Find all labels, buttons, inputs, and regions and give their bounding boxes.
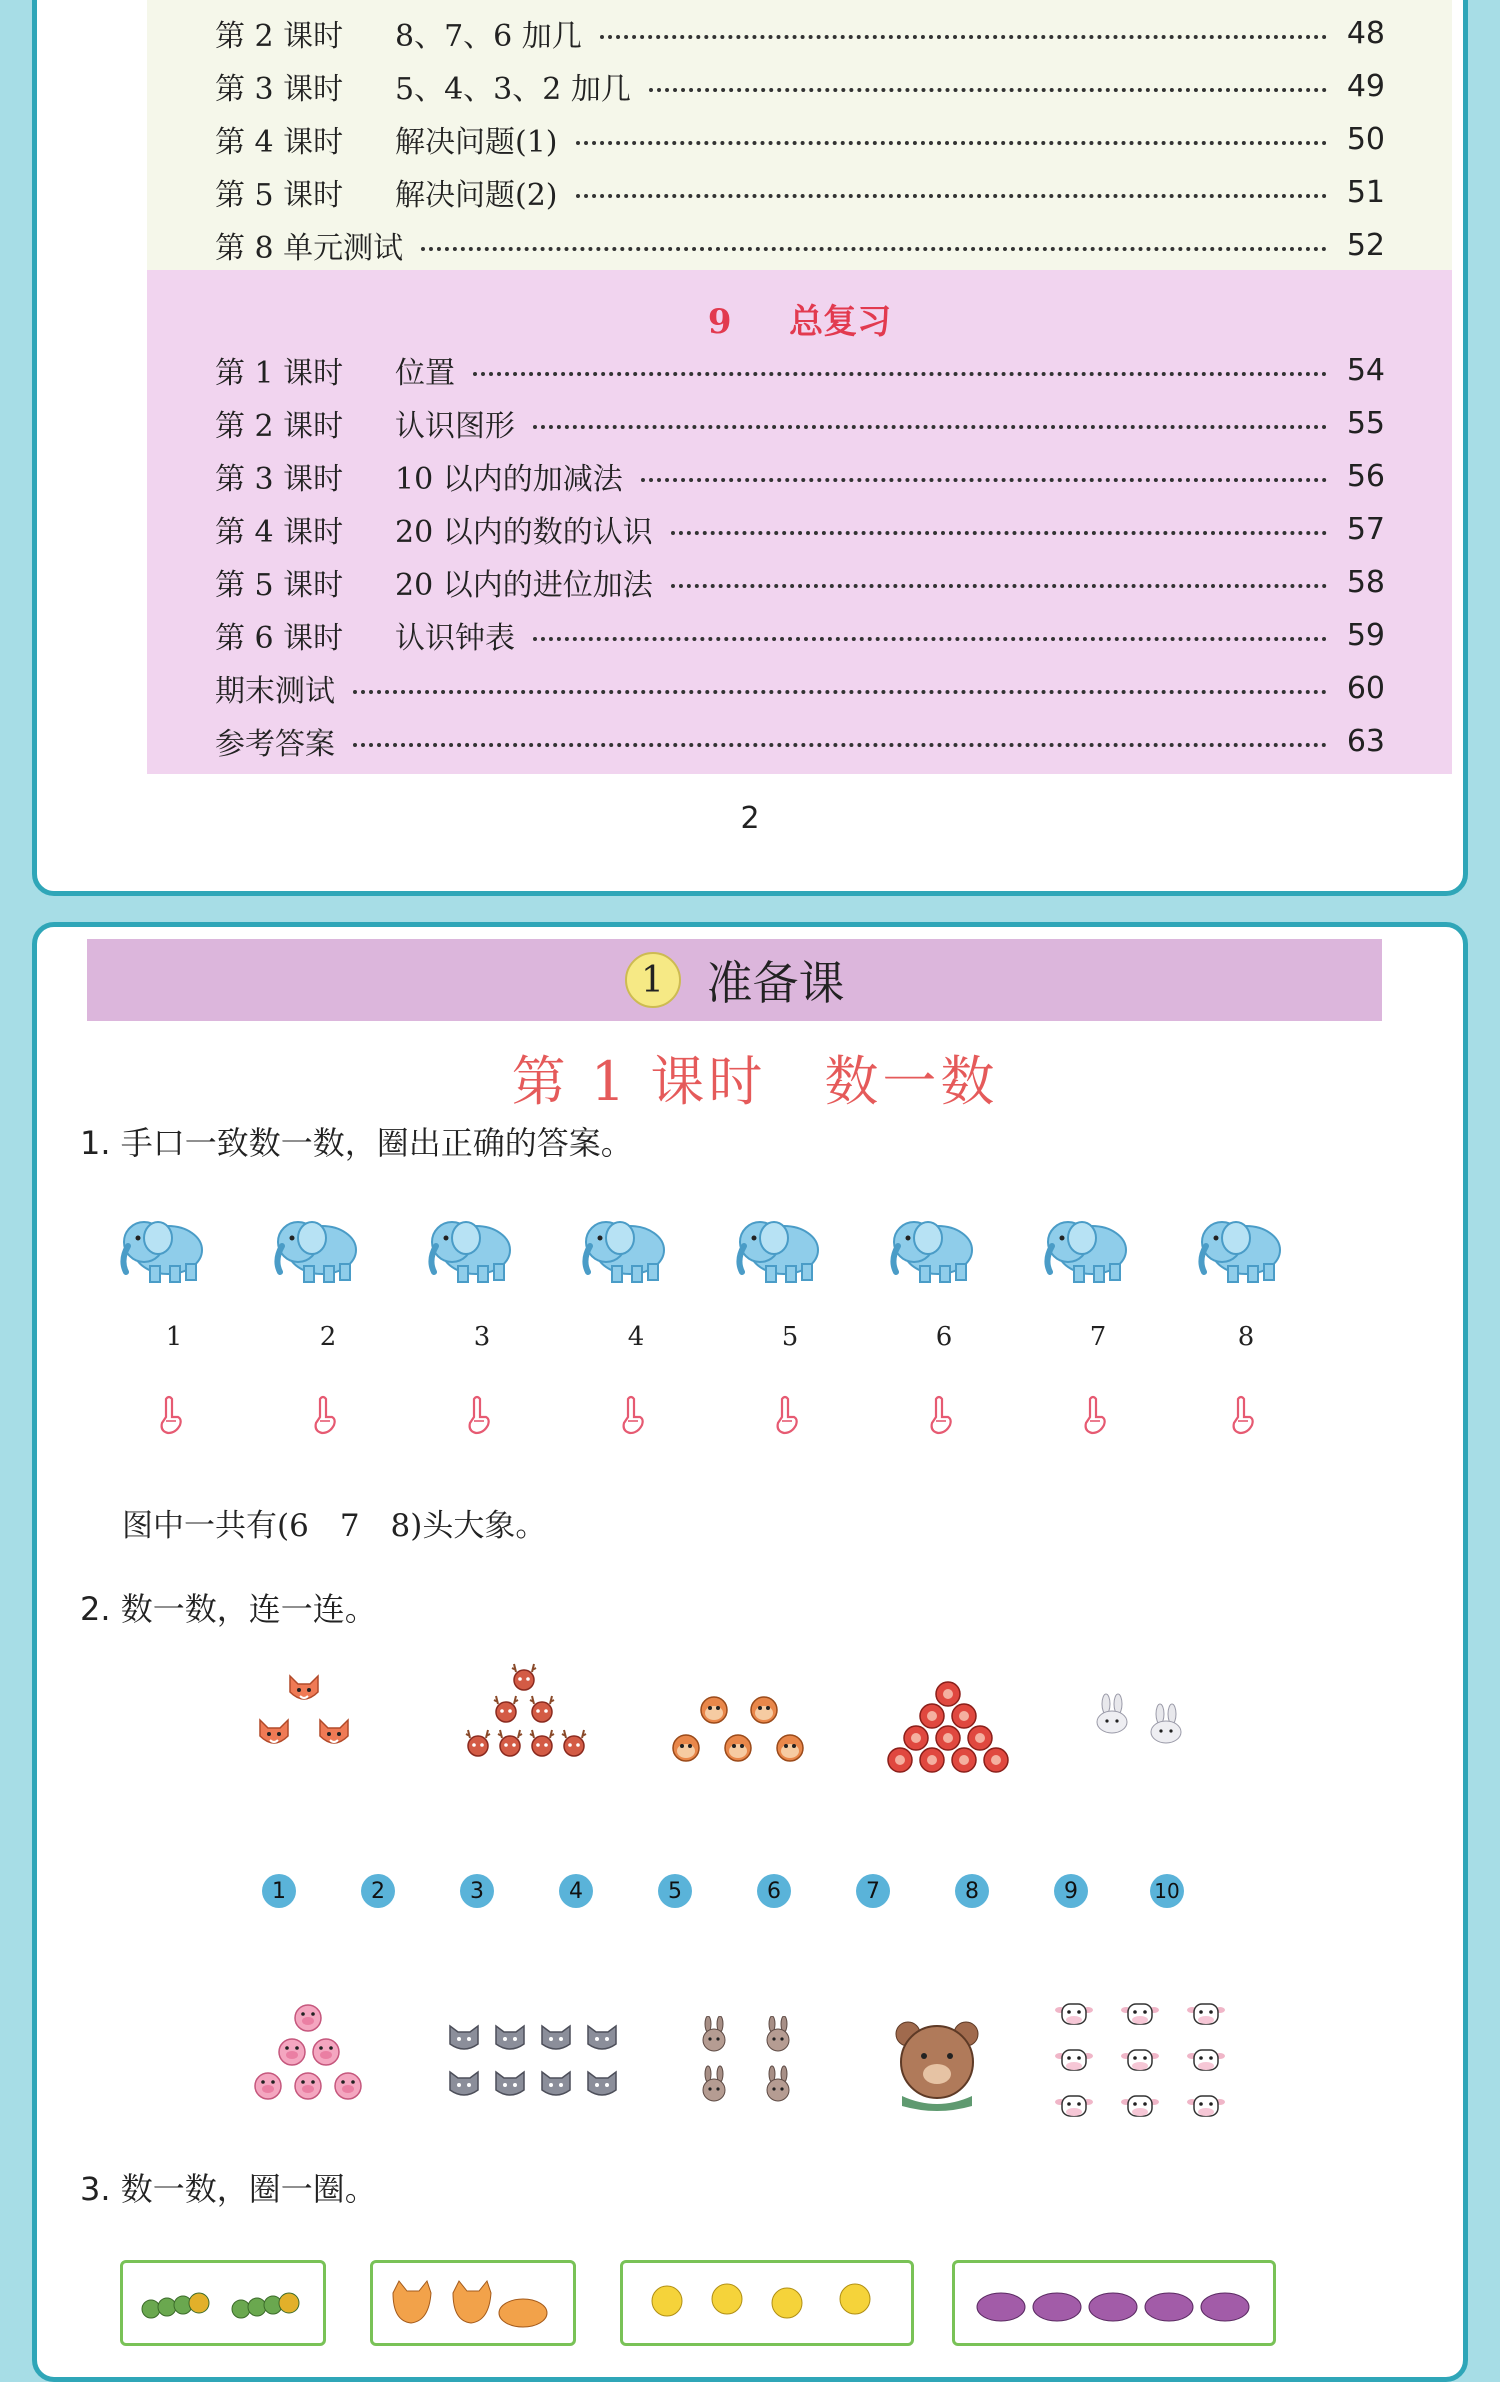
eggplant-icon — [955, 2263, 1273, 2333]
toc-title: 20 以内的数的认识 — [395, 515, 653, 550]
question-number: 2. — [80, 1590, 111, 1628]
lesson-title: 第 1 课时 数一数 — [511, 1050, 999, 1113]
toc-row[interactable] — [215, 66, 1385, 106]
pointing-finger-icon — [620, 1395, 650, 1437]
section-9-heading — [147, 294, 1452, 343]
toc-lesson: 第 2 课时 — [215, 19, 344, 54]
toc-leader — [353, 690, 1327, 694]
toc-page: 60 — [1346, 670, 1385, 706]
toc-row[interactable] — [215, 172, 1385, 212]
toc-panel — [32, 0, 1468, 896]
question-number: 1. — [80, 1124, 111, 1162]
question-text: 手口一致数一数，圈出正确的答案。 — [120, 1124, 633, 1162]
question-1 — [80, 1118, 633, 1164]
toc-row[interactable] — [215, 225, 1385, 265]
elephant-icon — [1196, 1208, 1296, 1288]
rabbit-group-icon[interactable] — [1092, 1692, 1202, 1762]
toc-leader — [576, 194, 1328, 198]
toc-leader — [533, 637, 1327, 641]
toc-lesson: 第 4 课时 — [215, 515, 344, 550]
count-label: 6 — [935, 1322, 953, 1352]
toc-lesson: 第 5 课时 — [215, 178, 344, 213]
pointing-finger-icon — [928, 1395, 958, 1437]
toc-row[interactable] — [215, 509, 1385, 549]
pointing-finger-icon — [466, 1395, 496, 1437]
count-label: 3 — [473, 1322, 491, 1352]
number-circle[interactable]: 8 — [955, 1874, 989, 1908]
pig-group-icon[interactable] — [248, 2002, 368, 2112]
toc-title: 认识图形 — [395, 409, 515, 444]
toc-title: 8、7、6 加几 — [395, 19, 582, 54]
count-label: 5 — [781, 1322, 799, 1352]
toc-leader — [649, 88, 1327, 92]
number-circle[interactable]: 6 — [757, 1874, 791, 1908]
elephant-icon — [272, 1208, 372, 1288]
toc-title: 参考答案 — [215, 727, 335, 762]
toc-title: 期末测试 — [215, 674, 335, 709]
count-label: 4 — [627, 1322, 645, 1352]
chick-box[interactable] — [620, 2260, 914, 2346]
toc-title: 20 以内的进位加法 — [395, 568, 653, 603]
monkey-group-icon[interactable] — [668, 1692, 816, 1772]
toc-leader — [533, 425, 1327, 429]
toc-row[interactable] — [215, 668, 1385, 708]
eggplant-box[interactable] — [952, 2260, 1276, 2346]
unit-number-badge: 1 — [625, 952, 681, 1008]
toc-row[interactable] — [215, 456, 1385, 496]
toc-leader — [353, 743, 1327, 747]
toc-title: 10 以内的加减法 — [395, 462, 623, 497]
flower-group-icon[interactable] — [884, 1680, 1014, 1780]
toc-page: 48 — [1346, 15, 1385, 51]
number-circle[interactable]: 10 — [1150, 1874, 1184, 1908]
number-circle[interactable]: 5 — [658, 1874, 692, 1908]
toc-page: 58 — [1346, 564, 1385, 600]
bunny-group-icon[interactable] — [696, 2016, 806, 2116]
elephant-icon — [734, 1208, 834, 1288]
caterpillar-box[interactable] — [120, 2260, 326, 2346]
kitten-icon — [373, 2263, 573, 2333]
toc-row[interactable] — [215, 562, 1385, 602]
deer-group-icon[interactable] — [456, 1662, 596, 1772]
toc-row[interactable] — [215, 119, 1385, 159]
toc-leader — [671, 584, 1327, 588]
toc-lesson: 第 4 课时 — [215, 125, 344, 160]
toc-page: 55 — [1346, 405, 1385, 441]
number-circle[interactable]: 7 — [856, 1874, 890, 1908]
number-circle[interactable]: 4 — [559, 1874, 593, 1908]
toc-leader — [421, 247, 1327, 251]
unit-header-bar — [87, 939, 1382, 1021]
toc-row[interactable] — [215, 721, 1385, 761]
toc-leader — [576, 141, 1328, 145]
caterpillar-icon — [123, 2263, 323, 2333]
toc-leader — [671, 531, 1327, 535]
number-circle[interactable]: 9 — [1054, 1874, 1088, 1908]
cow-group-icon[interactable] — [1050, 2000, 1250, 2130]
question-text: 数一数，连一连。 — [120, 1590, 377, 1628]
toc-page: 52 — [1346, 227, 1385, 263]
unit-title: 准备课 — [706, 956, 845, 1010]
question-1-answer-line[interactable]: 图中一共有(6 7 8)头大象。 — [122, 1508, 547, 1544]
toc-lesson: 第 3 课时 — [215, 462, 344, 497]
toc-page: 57 — [1346, 511, 1385, 547]
toc-leader — [473, 372, 1327, 376]
toc-page: 63 — [1346, 723, 1385, 759]
elephant-icon — [426, 1208, 526, 1288]
cat-group-icon[interactable] — [446, 2020, 636, 2110]
toc-page: 49 — [1346, 68, 1385, 104]
chick-icon — [623, 2263, 911, 2333]
toc-lesson: 第 3 课时 — [215, 72, 344, 107]
section-9-title: 总复习 — [789, 302, 892, 342]
page-number: 2 — [740, 801, 760, 836]
question-3 — [80, 2164, 377, 2210]
toc-page: 54 — [1346, 352, 1385, 388]
number-circle[interactable]: 2 — [361, 1874, 395, 1908]
toc-leader — [600, 35, 1327, 39]
toc-title: 位置 — [395, 356, 455, 391]
question-number: 3. — [80, 2170, 111, 2208]
toc-lesson: 第 6 课时 — [215, 621, 344, 656]
toc-lesson: 第 1 课时 — [215, 356, 344, 391]
pointing-finger-icon — [1082, 1395, 1112, 1437]
toc-title: 解决问题(2) — [395, 178, 558, 213]
toc-row[interactable] — [215, 13, 1385, 53]
count-label: 8 — [1237, 1322, 1255, 1352]
toc-page: 51 — [1346, 174, 1385, 210]
toc-title: 第 8 单元测试 — [215, 231, 404, 266]
toc-title: 解决问题(1) — [395, 125, 558, 160]
toc-row[interactable] — [215, 403, 1385, 443]
elephant-icon — [580, 1208, 680, 1288]
toc-page: 56 — [1346, 458, 1385, 494]
pointing-finger-icon — [158, 1395, 188, 1437]
elephant-icon — [888, 1208, 988, 1288]
toc-lesson: 第 5 课时 — [215, 568, 344, 603]
bear-icon[interactable] — [888, 2016, 988, 2116]
section-9-number: 9 — [707, 302, 732, 342]
count-label: 2 — [319, 1322, 337, 1352]
toc-row[interactable] — [215, 350, 1385, 390]
pointing-finger-icon — [312, 1395, 342, 1437]
count-label: 7 — [1089, 1322, 1107, 1352]
toc-title: 认识钟表 — [395, 621, 515, 656]
toc-lesson: 第 2 课时 — [215, 409, 344, 444]
toc-page: 50 — [1346, 121, 1385, 157]
fox-group-icon[interactable] — [250, 1672, 360, 1767]
question-text: 数一数，圈一圈。 — [120, 2170, 377, 2208]
pointing-finger-icon — [1230, 1395, 1260, 1437]
number-circle[interactable]: 1 — [262, 1874, 296, 1908]
toc-page: 59 — [1346, 617, 1385, 653]
pointing-finger-icon — [774, 1395, 804, 1437]
toc-title: 5、4、3、2 加几 — [395, 72, 631, 107]
toc-row[interactable] — [215, 615, 1385, 655]
elephant-icon — [118, 1208, 218, 1288]
question-2 — [80, 1584, 377, 1630]
kitten-box[interactable] — [370, 2260, 576, 2346]
count-label: 1 — [165, 1322, 183, 1352]
elephant-icon — [1042, 1208, 1142, 1288]
toc-leader — [641, 478, 1327, 482]
number-circle[interactable]: 3 — [460, 1874, 494, 1908]
